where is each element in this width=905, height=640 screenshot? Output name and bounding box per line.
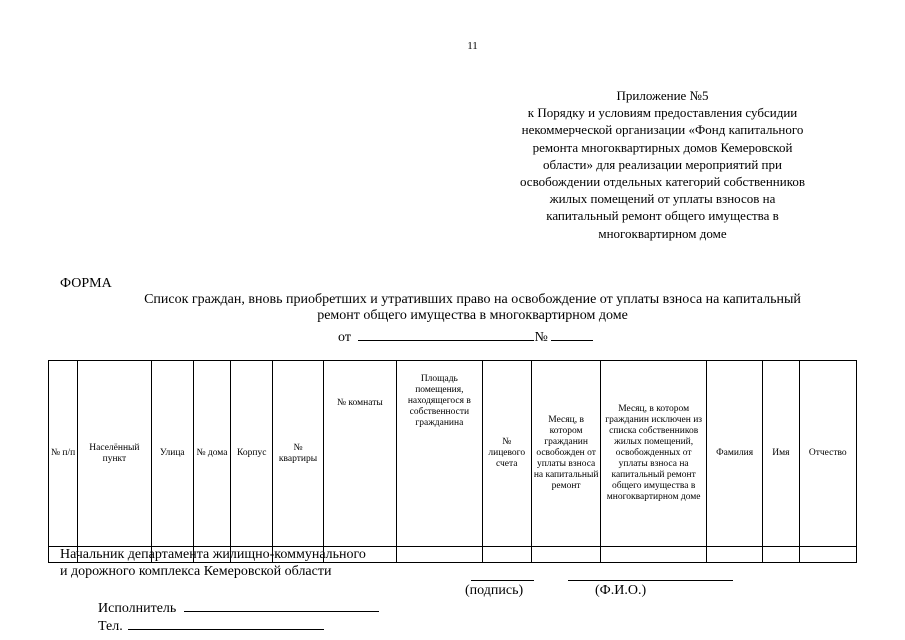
citizens-table — [48, 360, 857, 563]
date-field[interactable] — [358, 328, 534, 341]
form-label: ФОРМА — [60, 276, 112, 291]
annex-line: области» для реализации мероприятий при — [543, 156, 782, 172]
col-header: № комнаты — [323, 361, 396, 547]
annex-line: капитальный ремонт общего имущества в — [546, 208, 779, 224]
col-header: № дома — [193, 361, 230, 547]
signatory-line1: Начальник департамента жилищно-коммунального — [60, 547, 366, 562]
annex-line: многоквартирном доме — [598, 225, 727, 241]
col-header: Имя — [763, 361, 799, 547]
annex-line: ремонта многоквартирных домов Кемеровской — [532, 139, 793, 155]
table-cell[interactable] — [706, 547, 762, 563]
list-title-line1: Список граждан, вновь приобретших и утративших право на освобождение от уплаты взноса на капитальный — [144, 292, 801, 307]
signature-label: (подпись) — [465, 583, 524, 598]
col-header: № п/п — [49, 361, 78, 547]
col-header: Площадь помещения, находящегося в собственности гражданина — [397, 361, 483, 547]
signature-line[interactable] — [471, 580, 534, 581]
col-header: Населённый пункт — [78, 361, 151, 547]
executor-row — [98, 599, 379, 617]
annex-line: некоммерческой организации «Фонд капитального — [521, 122, 804, 138]
annex-block — [490, 87, 835, 242]
tel-label: Тел. — [98, 619, 123, 634]
signatory-line2: и дорожного комплекса Кемеровской области — [60, 564, 332, 579]
signatory-block — [60, 546, 366, 580]
table-cell[interactable] — [397, 547, 483, 563]
date-number-line — [338, 328, 593, 346]
col-header: № квартиры — [273, 361, 323, 547]
col-header: № лицевого счета — [482, 361, 531, 547]
executor-field[interactable] — [184, 599, 379, 612]
col-header: Корпус — [231, 361, 273, 547]
table-cell[interactable] — [763, 547, 799, 563]
number-label: № — [534, 330, 548, 345]
annex-line: жилых помещений от уплаты взносов на — [549, 191, 776, 207]
list-title-line2: ремонт общего имущества в многоквартирном доме — [317, 308, 628, 323]
annex-line: освобождении отдельных категорий собственников — [519, 174, 805, 190]
fio-line[interactable] — [568, 580, 733, 581]
col-header: Месяц, в котором гражданин исключен из списка собственников жилых помещений, освобожденных от уплаты взноса на капитальный ремонт общего имущества в многоквартирном доме — [601, 361, 707, 547]
executor-label: Исполнитель — [98, 601, 177, 616]
tel-field[interactable] — [128, 617, 324, 630]
list-title — [60, 292, 885, 324]
annex-title: Приложение №5 — [616, 88, 709, 103]
col-header: Улица — [151, 361, 193, 547]
page-number: 11 — [467, 40, 478, 52]
table-cell[interactable] — [531, 547, 600, 563]
table-header-row — [49, 361, 857, 547]
col-header: Фамилия — [706, 361, 762, 547]
col-header: Отчество — [799, 361, 856, 547]
table-cell[interactable] — [482, 547, 531, 563]
col-header: Месяц, в котором гражданин освобожден от уплаты взноса на капитальный ремонт — [531, 361, 600, 547]
tel-row — [98, 617, 324, 635]
fio-label: (Ф.И.О.) — [595, 583, 647, 598]
table-cell[interactable] — [601, 547, 707, 563]
annex-line: к Порядку и условиям предоставления субсидии — [527, 105, 798, 121]
table-cell[interactable] — [799, 547, 856, 563]
date-from-label: от — [338, 330, 351, 345]
number-field[interactable] — [551, 328, 593, 341]
